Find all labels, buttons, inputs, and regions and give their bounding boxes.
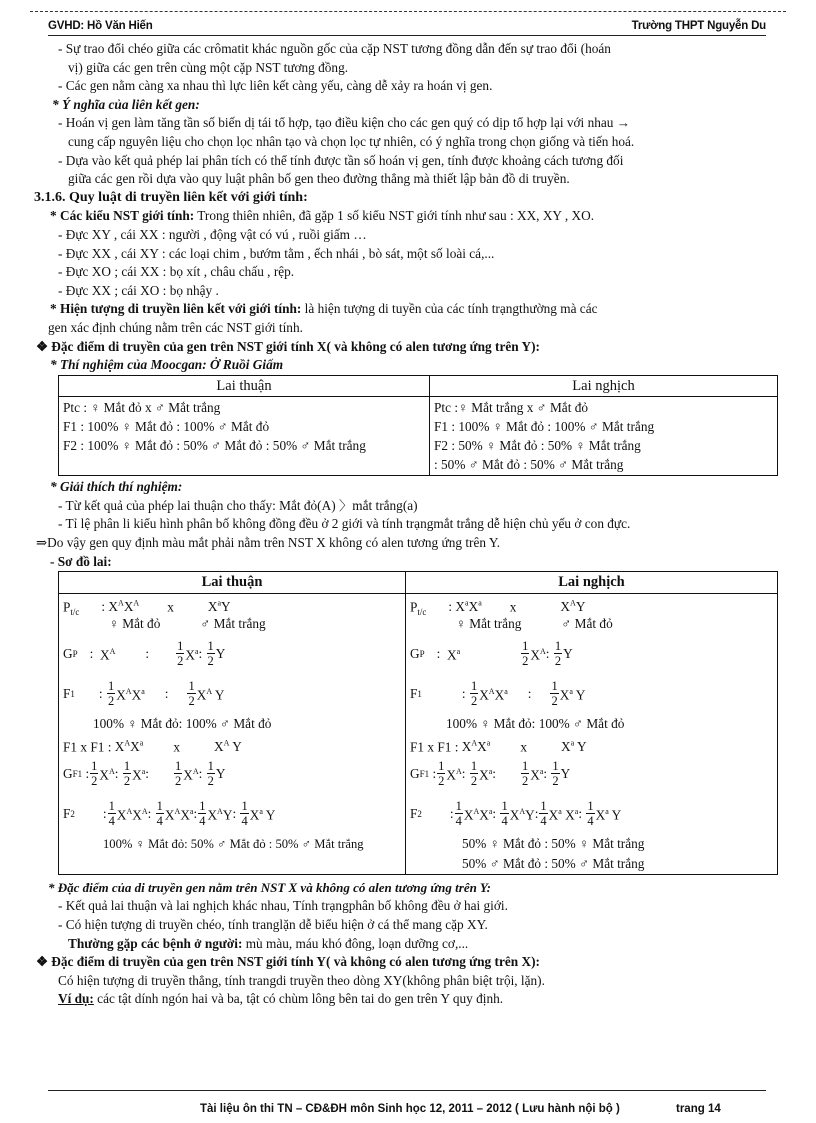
dacdiem-x-title: ❖ Đặc điểm di truyền của gen trên NST giới tính X( và không có alen tương ứng trên Y): xyxy=(36,338,540,354)
y-nghia-line: cung cấp nguyên liệu cho chọn lọc nhân tạo và chọn lọc tự nhiên, có ý nghĩa trong chọn giống và tiến hoá. xyxy=(68,133,635,149)
section-title: 3.1.6. Quy luật di truyền liên kết với giới tính: xyxy=(34,189,308,205)
sodo-left: $P_{t/c}$ : $X^AX^A$ x $X^aY$ ♀ Mắt đỏ ♂ Mắt trắng G P : $X^A$ : $\frac{1}{2}$ $X^a$ : $\frac{1}{2}$ Y F 1 : $\frac{1}{2}$ $X^AX^a$ : $\frac{1}{2}$ $X^A$ Y 100% ♀ Mắt đỏ: 100% ♂ Mắt đỏ F1 x F1 : $X^AX^a$ x $X^A$ Y G F1 : $\frac{1}{2}$ $X^A$ : $\frac{1}{2}$ $X^a$ : $\frac{1}{2}$ $X^A$ : $\frac{1}{2}$ Y F 2 : $\frac{1}{4}$ $X^AX^A$ : $\frac{1}{4}$ $X^AX^a$ : $\frac{1}{4}$ $X^AY$ : $\frac{1}{4}$ $X^a$ Y 100% ♀ Mắt đỏ: 50% ♂ Mắt đỏ : 50% ♂ Mắt trắng xyxy=(59,593,406,874)
table-cell: F1 : 100% ♀ Mắt đỏ : 100% ♂ Mắt trắng xyxy=(434,419,655,435)
benh-text: mù màu, máu khó đông, loạn dưỡng cơ,... xyxy=(242,935,469,951)
f1-phenotype: 100% ♀ Mắt đỏ: 100% ♂ Mắt đỏ xyxy=(93,715,272,731)
hientuong-label: * Hiện tượng di truyền liên kết với giới tính: xyxy=(50,301,302,317)
table-cell: : 50% ♂ Mắt đỏ : 50% ♂ Mắt trắng xyxy=(434,457,624,473)
sodo-label: - Sơ đồ lai: xyxy=(50,553,112,569)
hientuong-text: là hiện tượng di tuyền của các tính trạngthường mà các xyxy=(301,301,598,317)
table-header: Lai nghịch xyxy=(406,572,778,594)
kieu-item: - Đực XX ; cái XO : bọ nhậy . xyxy=(58,282,219,298)
y-nghia-line: - Dựa vào kết quả phép lai phân tích có thể tính được tần số hoán vị gen, tính được khoảng cách tương đối xyxy=(58,152,624,168)
conclusion: ⇒Do vậy gen quy định màu mắt phải nằm trên NST X không có alen tương ứng trên Y. xyxy=(36,535,501,551)
dacdiem-cua-title: * Đặc điểm của di truyền gen nằm trên NST X và không có alen tương ứng trên Y: xyxy=(48,879,491,895)
dacdiem-y-line: Có hiện tượng di truyền thẳng, tính trangdi truyền theo dòng XY(không phân biệt trội, lặn). xyxy=(58,972,545,988)
table-cell: Ptc : ♀ Mắt đỏ x ♂ Mắt trắng xyxy=(63,400,221,416)
moocgan-table xyxy=(58,375,778,477)
table-cell: F1 : 100% ♀ Mắt đỏ : 100% ♂ Mắt đỏ xyxy=(63,419,270,435)
thinghiem-title: * Thí nghiệm của Moocgan: Ở Ruồi Giấm xyxy=(50,357,284,373)
footer-rule xyxy=(48,1090,766,1091)
sodo-right: $P_{t/c}$ : $X^aX^a$ x $X^AY$ ♀ Mắt trắng ♂ Mắt đỏ G P : $X^a$ $\frac{1}{2}$ $X^A$ : $\frac{1}{2}$ Y F 1 : $\frac{1}{2}$ $X^AX^a$ : $\frac{1}{2}$ $X^a$ Y 100% ♀ Mắt đỏ: 100% ♂ Mắt đỏ F1 x F1 : $X^AX^a$ x $X^a$ Y G F1 : $\frac{1}{2}$ $X^A$ : $\frac{1}{2}$ $X^a$ : $\frac{1}{2}$ $X^a$ : $\frac{1}{2}$ Y F 2 : $\frac{1}{4}$ $X^AX^a$ : $\frac{1}{4}$ $X^AY$ : $\frac{1}{4}$ $X^a$ $X^a$ : $\frac{1}{4}$ $X^a$ Y 50% ♀ Mắt đỏ : 50% ♀ Mắt trắng 50% ♂ Mắt đỏ : 50% ♂ Mắt trắng xyxy=(406,593,778,874)
y-nghia-line: giữa các gen rồi dựa vào quy luật phân bố gen theo đường thẳng mà thiết lập bản đồ di truyền. xyxy=(68,171,570,187)
header-rule xyxy=(48,35,766,36)
table-header: Lai nghịch xyxy=(430,375,778,397)
page-header xyxy=(48,17,766,35)
table-header: Lai thuận xyxy=(59,375,430,397)
f2-phenotype: 50% ♀ Mắt đỏ : 50% ♀ Mắt trắng xyxy=(462,835,645,851)
header-school: Trường THPT Nguyễn Du xyxy=(631,20,766,32)
dacdiem-cua-line: - Có hiện tượng di truyền chéo, tính tranglặn dễ biểu hiện ở cá thể mang cặp XY. xyxy=(58,917,488,933)
kieu-text: Trong thiên nhiên, đã gặp 1 số kiểu NST giới tính như sau : XX, XY , XO. xyxy=(194,208,595,224)
table-cell: Ptc :♀ Mắt trắng x ♂ Mắt đỏ xyxy=(434,400,589,416)
kieu-item: - Đực XO ; cái XX : bọ xít , châu chấu , rệp. xyxy=(58,264,295,280)
header-dashed-line xyxy=(30,11,786,12)
vidu-label: Ví dụ: xyxy=(58,991,94,1007)
giaithich-title: * Giải thích thí nghiệm: xyxy=(50,479,183,495)
header-teacher: GVHD: Hồ Văn Hiến xyxy=(48,20,153,32)
intro-line: - Sự trao đổi chéo giữa các crômatit khác nguồn gốc của cặp NST tương đồng dẫn đến sự trao đổi (hoán xyxy=(58,41,611,56)
kieu-label: * Các kiểu NST giới tính: xyxy=(50,208,195,224)
intro-line: vị) giữa các gen trên cùng một cặp NST tương đồng. xyxy=(68,59,349,75)
giaithich-line: - Tỉ lệ phân li kiểu hình phân bố không đồng đều ở 2 giới và tính trạngmắt trắng dễ hiện chủ yếu ở con đực. xyxy=(58,516,631,532)
f1-phenotype: 100% ♀ Mắt đỏ: 100% ♂ Mắt đỏ xyxy=(446,715,625,731)
kieu-item: - Đực XX , cái XY : các loại chim , bướm tằm , ếch nhái , bò sát, một số loài cá,... xyxy=(58,245,495,261)
page-content xyxy=(34,40,768,1009)
page-number: trang 14 xyxy=(676,1103,721,1115)
f2-phenotype: 100% ♀ Mắt đỏ: 50% ♂ Mắt đỏ : 50% ♂ Mắt trắng xyxy=(103,836,364,851)
intro-line: - Các gen nằm càng xa nhau thì lực liên kết càng yếu, càng dễ xảy ra hoán vị gen. xyxy=(58,78,493,94)
dacdiem-cua-line: - Kết quả lai thuận và lai nghịch khác nhau, Tính trạngphân bố không đều ở hai giới. xyxy=(58,898,508,914)
table-cell: F2 : 100% ♀ Mắt đỏ : 50% ♂ Mắt đỏ : 50% ♂ Mắt trắng xyxy=(63,438,366,454)
hientuong-text-2: gen xác định chúng nằm trên các NST giới tính. xyxy=(48,319,303,335)
table-cell: F2 : 50% ♀ Mắt đỏ : 50% ♀ Mắt trắng xyxy=(434,438,641,454)
footer-title: Tài liệu ôn thi TN – CĐ&ĐH môn Sinh học 12, 2011 – 2012 ( Lưu hành nội bộ ) xyxy=(200,1103,620,1115)
sodo-table xyxy=(58,571,778,875)
f2-phenotype: 50% ♂ Mắt đỏ : 50% ♂ Mắt trắng xyxy=(462,855,645,871)
y-nghia-title: * Ý nghĩa của liên kết gen: xyxy=(52,96,200,112)
benh-label: Thường gặp các bệnh ở người: xyxy=(68,935,243,951)
kieu-item: - Đực XY , cái XX : người , động vật có vú , ruồi giấm … xyxy=(58,226,367,242)
table-header: Lai thuận xyxy=(59,572,406,594)
y-nghia-line: - Hoán vị gen làm tăng tần số biến dị tái tổ hợp, tạo điều kiện cho các gen quý có dịp tổ hợp lại với nhau → xyxy=(58,115,631,131)
vidu-text: các tật dính ngón hai và ba, tật có chùm lông bên tai do gen trên Y quy định. xyxy=(93,991,504,1007)
dacdiem-y-title: ❖ Đặc điểm di truyền của gen trên NST giới tính Y( và không có alen tương ứng trên X): xyxy=(36,954,540,970)
giaithich-line: - Từ kết quả của phép lai thuận cho thấy: Mắt đỏ(A) 〉mắt trắng(a) xyxy=(58,497,418,513)
